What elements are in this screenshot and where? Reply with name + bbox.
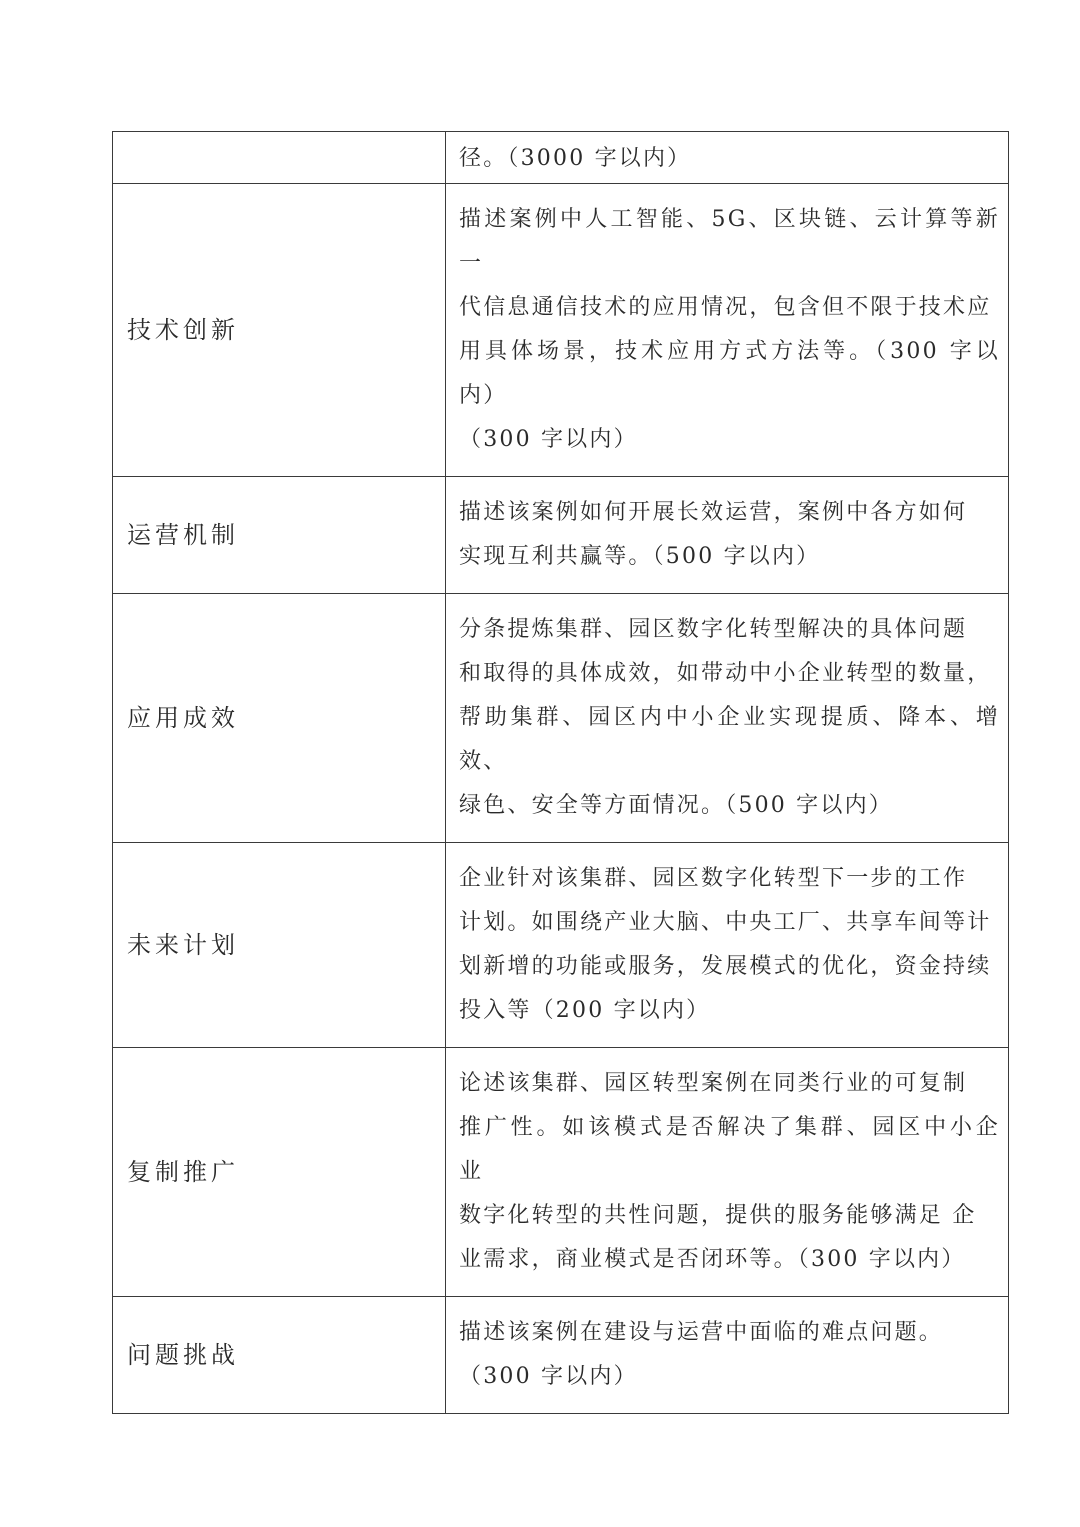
row-description	[446, 1048, 1009, 1297]
table-row	[113, 594, 1009, 843]
description-line: 推广性。如该模式是否解决了集群、园区中小企 业	[459, 1115, 1000, 1184]
description-line: 数字化转型的共性问题，提供的服务能够满足 企	[459, 1203, 977, 1228]
row-description	[446, 594, 1009, 843]
row-label-operation-mechanism: 运营机制	[113, 477, 446, 594]
table-row	[113, 132, 1009, 184]
description-line: 用具体场景，技术应用方式方法等。（300 字以内）	[459, 339, 1000, 408]
description-line: 实现互利共赢等。（500 字以内）	[459, 544, 821, 569]
description-line: 和取得的具体成效，如带动中小企业转型的数量，	[459, 661, 992, 686]
description-line: 径。（3000 字以内）	[459, 145, 692, 171]
description-line: 论述该集群、园区转型案例在同类行业的可复制	[459, 1071, 968, 1096]
case-description-table	[112, 131, 1009, 1414]
description-line: 业需求，商业模式是否闭环等。（300 字以内）	[459, 1247, 966, 1272]
description-line: 描述案例中人工智能、5G、区块链、云计算等新一	[459, 207, 1000, 276]
description-line: 投入等（200 字以内）	[459, 998, 711, 1023]
table-row	[113, 477, 1009, 594]
row-label-tech-innovation: 技术创新	[113, 184, 446, 477]
description-line: 代信息通信技术的应用情况，包含但不限于技术应	[459, 295, 992, 320]
row-description	[446, 477, 1009, 594]
row-label-application-results: 应用成效	[113, 594, 446, 843]
description-line: 计划。如围绕产业大脑、中央工厂、共享车间等计	[459, 910, 992, 935]
description-line: 划新增的功能或服务，发展模式的优化，资金持续	[459, 954, 992, 979]
description-line: 绿色、安全等方面情况。（500 字以内）	[459, 793, 893, 818]
row-description	[446, 843, 1009, 1048]
description-line: （300 字以内）	[459, 1364, 638, 1389]
description-line: 帮助集群、园区内中小企业实现提质、降本、增效、	[459, 705, 1000, 774]
description-line: 描述该案例在建设与运营中面临的难点问题。	[459, 1320, 944, 1345]
row-description	[446, 1297, 1009, 1414]
row-label-future-plan: 未来计划	[113, 843, 446, 1048]
row-description	[446, 132, 1009, 184]
description-line: （300 字以内）	[459, 427, 638, 452]
description-line: 描述该案例如何开展长效运营，案例中各方如何	[459, 500, 968, 525]
description-line: 分条提炼集群、园区数字化转型解决的具体问题	[459, 617, 968, 642]
row-description	[446, 184, 1009, 477]
table-row	[113, 1297, 1009, 1414]
row-label-replication: 复制推广	[113, 1048, 446, 1297]
table-row	[113, 1048, 1009, 1297]
table-row	[113, 184, 1009, 477]
table-row	[113, 843, 1009, 1048]
row-label	[113, 132, 446, 184]
description-line: 企业针对该集群、园区数字化转型下一步的工作	[459, 866, 968, 891]
row-label-challenges: 问题挑战	[113, 1297, 446, 1414]
